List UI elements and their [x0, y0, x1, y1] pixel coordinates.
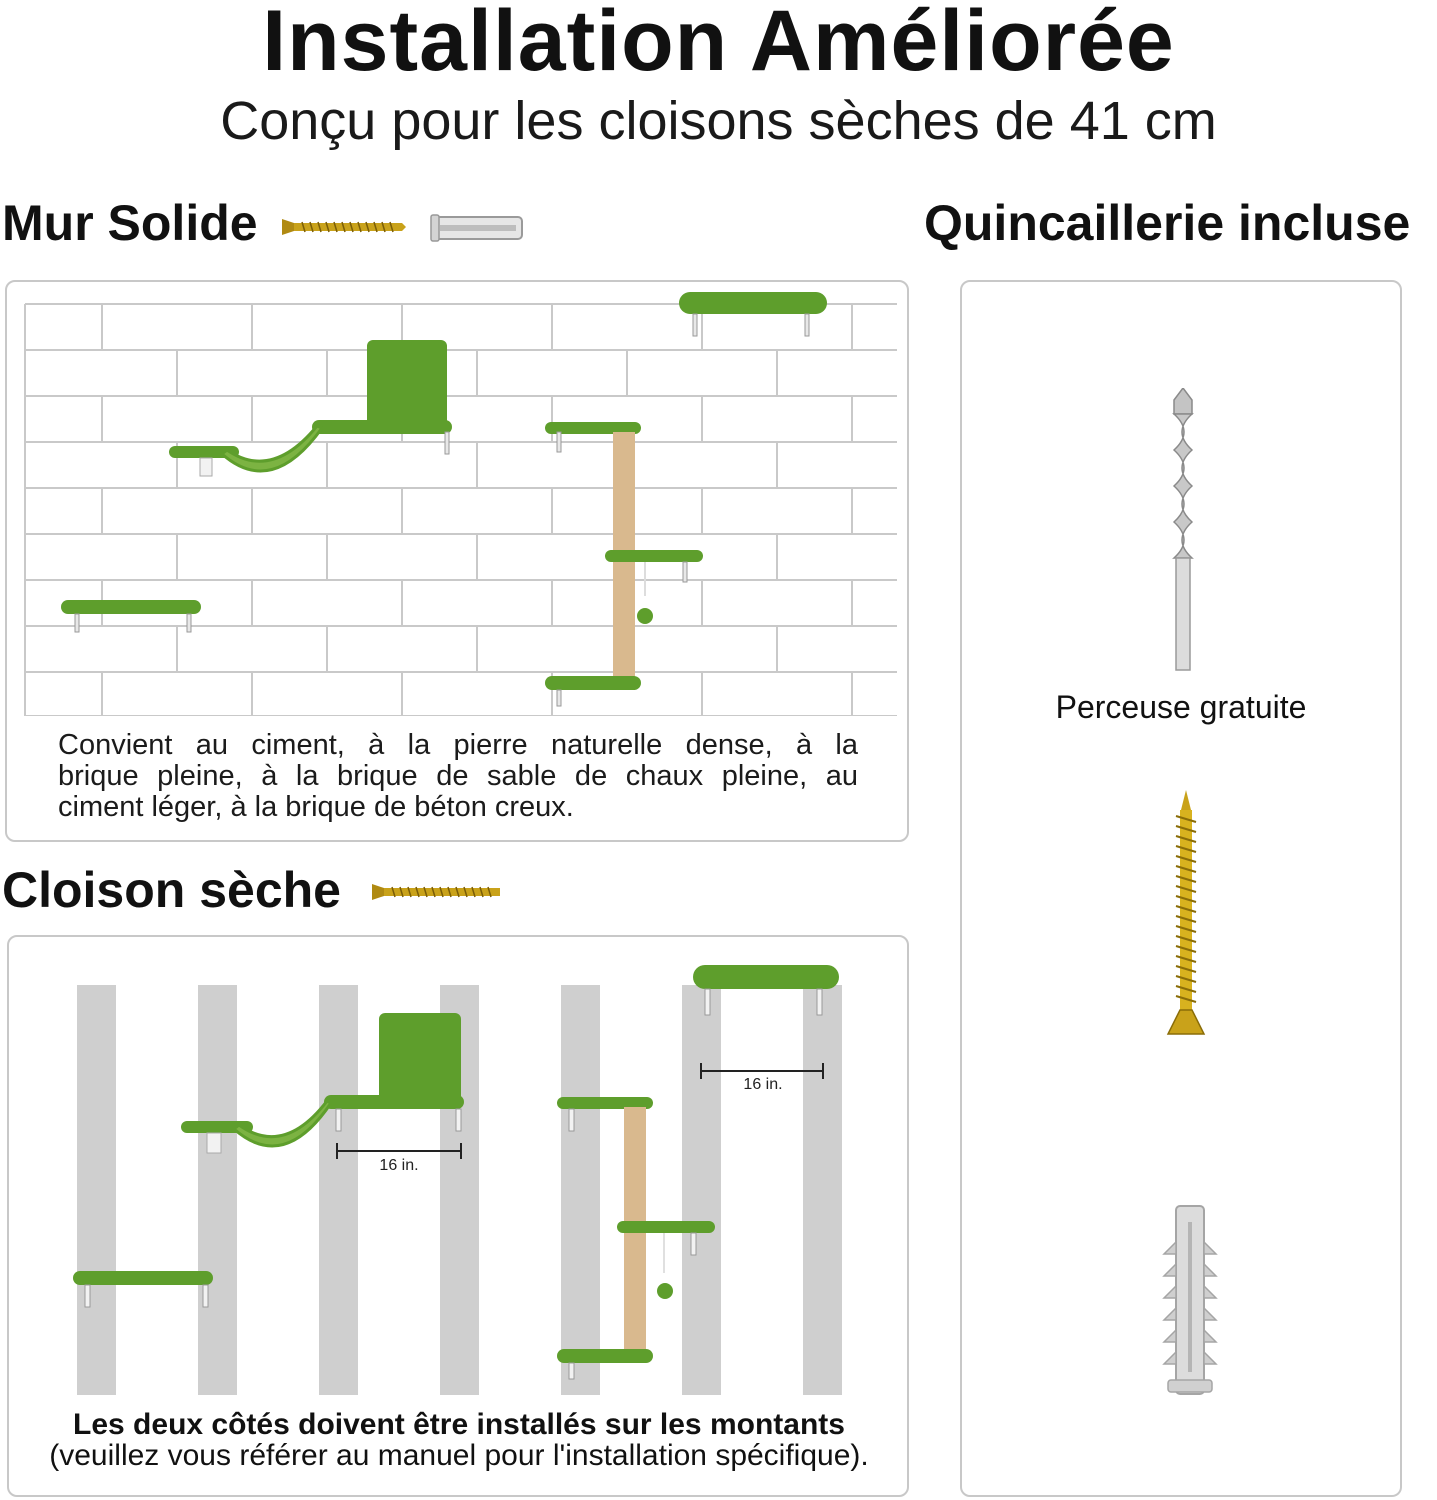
shelf-post-tower — [545, 422, 703, 706]
drywall-caption-normal: (veuillez vous référer au manuel pour l'installation spécifique). — [49, 1439, 869, 1472]
page-title: Installation Améliorée — [262, 0, 1175, 89]
description-line-2: brique pleine, à la brique de sable de chaux pleine, au — [58, 760, 858, 792]
shelf-low-left — [61, 600, 201, 632]
description-line-1: Convient au ciment, à la pierre naturelle dense, à la — [58, 729, 858, 761]
drywall-heading: Cloison sèche — [2, 862, 341, 918]
screw-icon-vertical — [1166, 790, 1206, 1042]
measure-left-label: 16 in. — [379, 1157, 419, 1174]
hardware-panel — [960, 280, 1402, 1497]
solid-wall-description — [58, 730, 858, 823]
solid-wall-heading: Mur Solide — [2, 195, 258, 251]
drill-label: Perceuse gratuite — [1055, 689, 1307, 725]
page-subtitle: Conçu pour les cloisons sèches de 41 cm — [220, 91, 1217, 151]
wall-anchor-icon — [1158, 1202, 1222, 1398]
drywall-caption-bold: Les deux côtés doivent être installés sur les montants — [73, 1408, 845, 1441]
brick-wall-illustration — [17, 286, 897, 716]
drill-bit-icon — [1160, 388, 1206, 672]
drywall-panel — [7, 935, 909, 1497]
description-line-3: ciment léger, à la brique de béton creux. — [58, 791, 574, 823]
measure-right-label: 16 in. — [743, 1076, 783, 1093]
shelf-bridge-step — [169, 340, 452, 476]
anchor-icon — [430, 213, 526, 243]
screw-icon-drywall — [372, 880, 504, 904]
solid-wall-panel — [5, 280, 909, 842]
screw-icon — [282, 214, 406, 240]
stud-wall-illustration — [9, 937, 909, 1407]
hardware-heading: Quincaillerie incluse — [924, 195, 1411, 251]
